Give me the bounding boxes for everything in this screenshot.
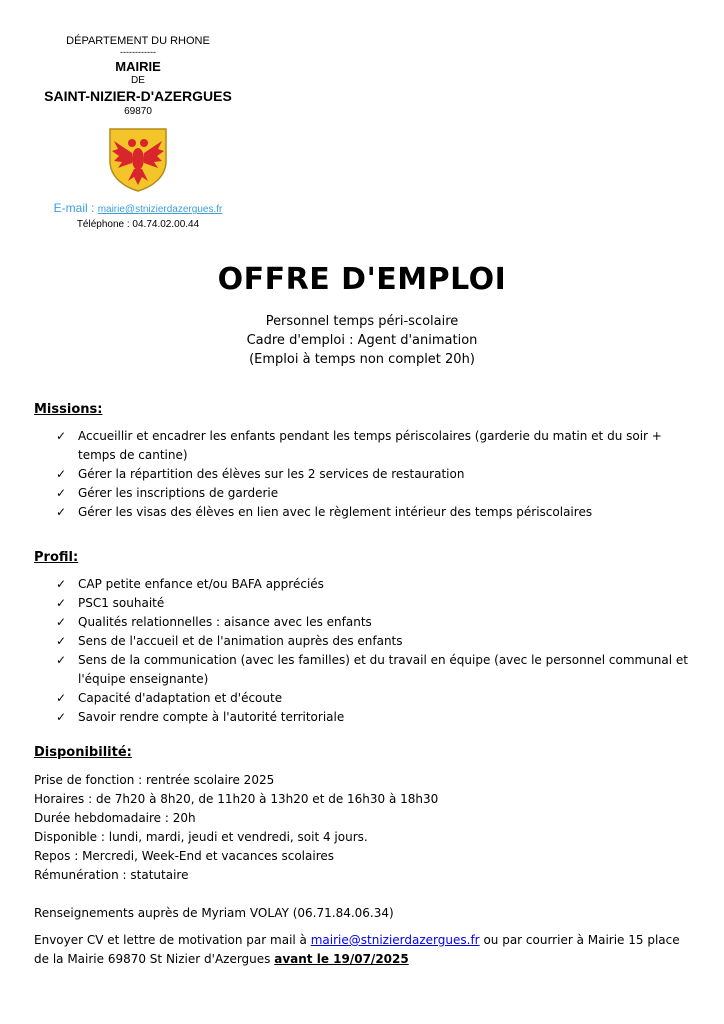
separator: ------------ [120, 47, 156, 57]
checkmark-icon: ✓ [56, 505, 67, 519]
profil-heading: Profil: [34, 550, 79, 565]
department-label: DÉPARTEMENT DU RHONE [66, 35, 210, 47]
checkmark-icon: ✓ [56, 486, 67, 500]
list-item: ✓ Sens de la communication (avec les familles) et du travail en équipe (avec le personnel communal et l'équipe enseignante) [56, 653, 688, 686]
list-item: ✓ PSC1 souhaité [34, 594, 694, 613]
page-title: OFFRE D'EMPLOI [217, 262, 507, 297]
profil-section [34, 548, 694, 727]
coat-of-arms-icon [106, 125, 170, 193]
missions-list [34, 427, 694, 522]
checkmark-icon: ✓ [56, 467, 67, 481]
list-item: ✓ Qualités relationnelles : aisance avec les enfants [34, 613, 694, 632]
missions-heading: Missions: [34, 402, 103, 417]
info-line: Rémunération : statutaire [34, 868, 189, 882]
de-label: DE [131, 75, 145, 86]
disponibilite-section [34, 743, 694, 885]
info-line: Repos : Mercredi, Week-End et vacances scolaires [34, 849, 335, 863]
checkmark-icon: ✓ [56, 710, 67, 724]
checkmark-icon: ✓ [56, 577, 67, 591]
email-label: E-mail : [53, 201, 95, 215]
checkmark-icon: ✓ [56, 429, 67, 443]
list-item: ✓ Accueillir et encadrer les enfants pendant les temps périscolaires (garderie du matin et du soir + temps de cantine) [56, 429, 662, 462]
email-line [30, 201, 246, 217]
application-instructions [34, 931, 694, 969]
list-item: ✓ Gérer les inscriptions de garderie [34, 484, 694, 503]
commune-name: SAINT-NIZIER-D'AZERGUES [44, 88, 232, 104]
checkmark-icon: ✓ [56, 615, 67, 629]
checkmark-icon: ✓ [56, 596, 67, 610]
info-line: Prise de fonction : rentrée scolaire 2025 [34, 773, 275, 787]
list-item: ✓ Gérer la répartition des élèves sur les 2 services de restauration [34, 465, 694, 484]
info-line: Disponible : lundi, mardi, jeudi et vendredi, soit 4 jours. [34, 830, 368, 844]
send-prefix: Envoyer CV et lettre de motivation par mail à [34, 933, 307, 947]
missions-section [34, 400, 694, 522]
postal-code: 69870 [124, 106, 152, 117]
contact-section [34, 904, 694, 969]
checkmark-icon: ✓ [56, 634, 67, 648]
subtitle-line: Personnel temps péri-scolaire [265, 314, 459, 329]
phone-number: Téléphone : 04.74.02.00.44 [76, 219, 200, 230]
deadline: avant le 19/07/2025 [274, 952, 409, 966]
info-line: Durée hebdomadaire : 20h [34, 811, 196, 825]
list-item: ✓ Capacité d'adaptation et d'écoute [34, 689, 694, 708]
send-middle: ou par courrier à Mairie 15 place de la Mairie 69870 St Nizier d'Azergues [34, 933, 680, 966]
letterhead [30, 34, 246, 232]
disponibilite-heading: Disponibilité: [34, 745, 132, 760]
checkmark-icon: ✓ [56, 691, 67, 705]
subtitle-line: (Emploi à temps non complet 20h) [249, 352, 475, 367]
mairie-label: MAIRIE [115, 59, 161, 74]
list-item: ✓ Sens de l'accueil et de l'animation auprès des enfants [34, 632, 694, 651]
list-item: ✓ Savoir rendre compte à l'autorité territoriale [34, 708, 694, 727]
checkmark-icon: ✓ [56, 653, 67, 667]
contact-email-link[interactable]: mairie@stnizierdazergues.fr [310, 933, 480, 947]
contact-info: Renseignements auprès de Myriam VOLAY (06.71.84.06.34) [34, 906, 394, 920]
job-subtitle [0, 312, 724, 369]
subtitle-line: Cadre d'emploi : Agent d'animation [246, 333, 478, 348]
profil-list [34, 575, 694, 727]
list-item: ✓ Gérer les visas des élèves en lien avec le règlement intérieur des temps périscolaires [34, 503, 694, 522]
disponibilite-lines [34, 771, 694, 885]
header-email-link[interactable]: mairie@stnizierdazergues.fr [97, 204, 223, 215]
list-item: ✓ CAP petite enfance et/ou BAFA appréciés [34, 575, 694, 594]
info-line: Horaires : de 7h20 à 8h20, de 11h20 à 13h20 et de 16h30 à 18h30 [34, 792, 439, 806]
